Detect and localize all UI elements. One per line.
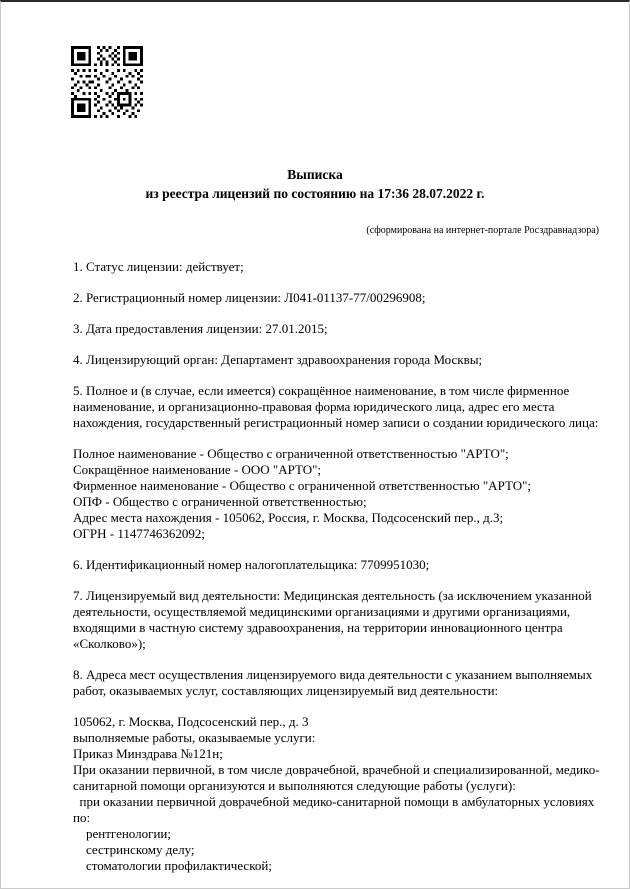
org-legal-form: ОПФ - Общество с ограниченной ответственностью;	[73, 494, 367, 509]
qr-code-icon	[71, 46, 143, 118]
org-brand-name: Фирменное наименование - Общество с ограниченной ответственностью "АРТО";	[73, 478, 532, 493]
document-content	[73, 259, 603, 889]
title-line-1: Выписка	[287, 167, 343, 182]
activity-primary-care-description: При оказании первичной, в том числе доврачебной, врачебной и специализированной, медико-санитарной помощи организуются и выполняются следующие работы (услуги):	[73, 762, 600, 793]
org-address: Адрес места нахождения - 105062, Россия, г. Москва, Подсосенский пер., д.3;	[73, 510, 504, 525]
activity-item-radiology: рентгенологии;	[73, 826, 171, 841]
clause-license-status: 1. Статус лицензии: действует;	[73, 259, 244, 274]
clause-activity-addresses-heading: 8. Адреса мест осуществления лицензируемого вида деятельности с указанием выполняемых работ, оказываемых услуг, составляющих лицензируемый вид деятельности:	[73, 667, 593, 698]
clause-licensing-authority: 4. Лицензирующий орган: Департамент здравоохранения города Москвы;	[73, 352, 483, 367]
activity-services-heading: выполняемые работы, оказываемые услуги:	[73, 730, 316, 745]
clause-licensed-activity: 7. Лицензируемый вид деятельности: Медицинская деятельность (за исключением указанной деятельности, осуществляемой медицинскими организациями и другими организациями, входящими в частную систему здравоохранения, на территории инновационного центра «Сколково»);	[73, 588, 592, 651]
document-title	[1, 165, 629, 203]
title-line-2: из реестра лицензий по состоянию на 17:36 28.07.2022 г.	[145, 186, 485, 201]
clause-org-name-heading: 5. Полное и (в случае, если имеется) сокращённое наименование, в том числе фирменное наименование, и организационно-правовая форма юридического лица, адрес его места нахождения, государственный регистрационный номер записи о создании юридического лица:	[73, 383, 599, 430]
activity-order-reference: Приказ Минздрава №121н;	[73, 746, 223, 761]
clause-registration-number: 2. Регистрационный номер лицензии: Л041-01137-77/00296908;	[73, 290, 426, 305]
document-subtitle: (сформирована на интернет-портале Росздравнадзора)	[366, 225, 599, 236]
clause-grant-date: 3. Дата предоставления лицензии: 27.01.2015;	[73, 321, 328, 336]
org-details-block	[73, 446, 603, 542]
org-full-name: Полное наименование - Общество с ограниченной ответственностью "АРТО";	[73, 446, 509, 461]
clause-taxpayer-number: 6. Идентификационный номер налогоплательщика: 7709951030;	[73, 557, 430, 572]
org-short-name: Сокращённое наименование - ООО "АРТО";	[73, 462, 322, 477]
activity-details-block	[73, 714, 603, 874]
activity-item-preventive-dentistry: стоматологии профилактической;	[73, 858, 272, 873]
org-ogrn: ОГРН - 1147746362092;	[73, 526, 205, 541]
activity-outpatient-conditions: при оказании первичной доврачебной медико-санитарной помощи в амбулаторных условиях по:	[73, 794, 598, 825]
activity-item-nursing: сестринскому делу;	[73, 842, 195, 857]
activity-address: 105062, г. Москва, Подсосенский пер., д. 3	[73, 714, 309, 729]
